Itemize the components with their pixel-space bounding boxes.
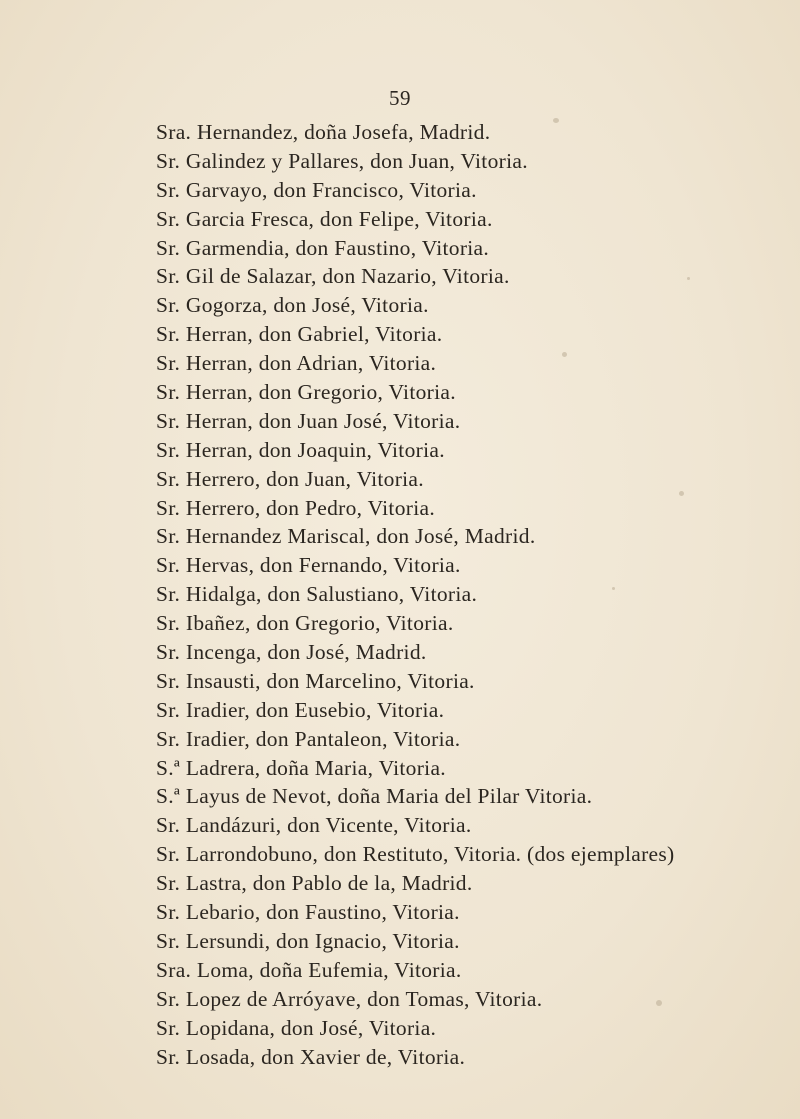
subscriber-entry: Sr. Insausti, don Marcelino, Vitoria. bbox=[156, 668, 475, 693]
subscriber-entry: Sra. Hernandez, doña Josefa, Madrid. bbox=[156, 120, 491, 144]
subscriber-entry: S.ª Ladrera, doña Maria, Vitoria. bbox=[156, 755, 446, 780]
page-number: 59 bbox=[389, 86, 411, 110]
subscriber-entry: Sr. Lebario, don Faustino, Vitoria. bbox=[156, 900, 460, 925]
subscriber-entry: Sr. Galindez y Pallares, don Juan, Vitoria. bbox=[156, 148, 528, 173]
subscriber-entry: Sr. Gogorza, don José, Vitoria. bbox=[156, 293, 429, 318]
subscriber-entry: Sr. Garmendia, don Faustino, Vitoria. bbox=[156, 235, 490, 260]
subscriber-entry: Sr. Garvayo, don Francisco, Vitoria. bbox=[156, 177, 477, 202]
subscriber-entry: Sr. Landázuri, don Vicente, Vitoria. bbox=[156, 813, 472, 838]
subscriber-entry: Sr. Lopez de Arróyave, don Tomas, Vitoria. bbox=[156, 986, 543, 1011]
subscriber-entry: Sr. Ibañez, don Gregorio, Vitoria. bbox=[156, 611, 454, 636]
subscriber-entry: Sr. Hernandez Mariscal, don José, Madrid. bbox=[156, 524, 536, 549]
subscriber-entry: Sr. Herrero, don Juan, Vitoria. bbox=[156, 466, 424, 491]
subscriber-entry: Sr. Herran, don Gregorio, Vitoria. bbox=[156, 380, 456, 405]
subscriber-entry: Sr. Gil de Salazar, don Nazario, Vitoria. bbox=[156, 264, 510, 289]
subscriber-entry: Sra. Loma, doña Eufemia, Vitoria. bbox=[156, 957, 462, 982]
subscriber-entry: Sr. Iradier, don Pantaleon, Vitoria. bbox=[156, 726, 461, 751]
subscriber-entry: Sr. Iradier, don Eusebio, Vitoria. bbox=[156, 697, 445, 722]
subscriber-entry: Sr. Lersundi, don Ignacio, Vitoria. bbox=[156, 928, 460, 953]
subscriber-entry: Sr. Hidalga, don Salustiano, Vitoria. bbox=[156, 582, 478, 607]
subscriber-entry: Sr. Herran, don Gabriel, Vitoria. bbox=[156, 322, 443, 347]
subscriber-entry: Sr. Herran, don Juan José, Vitoria. bbox=[156, 408, 461, 433]
subscriber-entry: Sr. Incenga, don José, Madrid. bbox=[156, 640, 427, 665]
subscriber-entry: Sr. Herran, don Joaquin, Vitoria. bbox=[156, 437, 445, 462]
paper-spot bbox=[679, 491, 684, 496]
subscriber-entry: S.ª Layus de Nevot, doña Maria del Pilar Vitoria. bbox=[156, 784, 593, 809]
subscriber-entry: Sr. Herran, don Adrian, Vitoria. bbox=[156, 351, 437, 376]
subscriber-entry: Sr. Hervas, don Fernando, Vitoria. bbox=[156, 553, 461, 578]
subscriber-entry: Sr. Garcia Fresca, don Felipe, Vitoria. bbox=[156, 206, 493, 231]
subscriber-entry: Sr. Losada, don Xavier de, Vitoria. bbox=[156, 1044, 466, 1069]
subscriber-list bbox=[156, 118, 675, 1071]
subscriber-entry: Sr. Lastra, don Pablo de la, Madrid. bbox=[156, 871, 473, 896]
subscriber-entry: Sr. Lopidana, don José, Vitoria. bbox=[156, 1015, 437, 1040]
subscriber-entry: Sr. Herrero, don Pedro, Vitoria. bbox=[156, 495, 436, 520]
subscriber-entry: Sr. Larrondobuno, don Restituto, Vitoria. (dos ejemplares) bbox=[156, 842, 675, 867]
paper-spot bbox=[687, 277, 690, 280]
